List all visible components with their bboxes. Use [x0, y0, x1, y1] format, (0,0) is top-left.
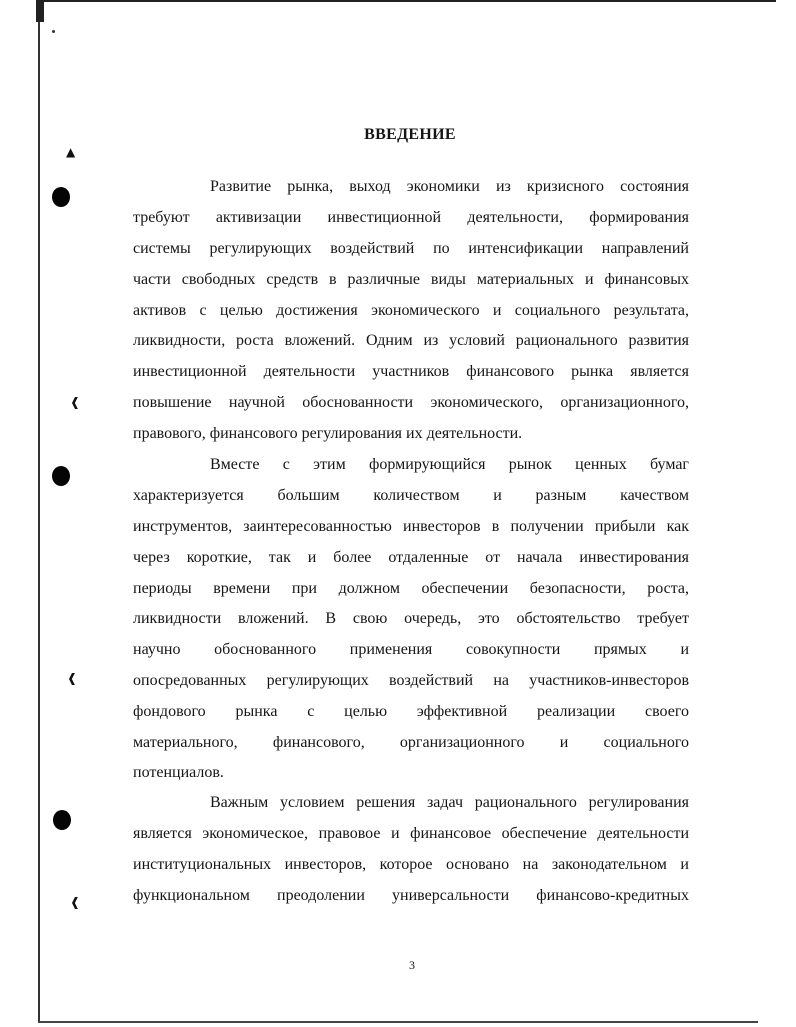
scan-arrow-mark-icon: ❰ [70, 395, 81, 409]
page-number: 3 [409, 958, 415, 972]
scan-speck [52, 30, 55, 33]
text-line: части свободных средств в различные виды материальных и финансовых [133, 271, 689, 288]
text-line: является экономическое, правовое и финансовое обеспечение деятельности [133, 825, 689, 842]
text-line: фондового рынка с целью эффективной реализации своего [133, 703, 689, 720]
binding-hole-icon [52, 187, 70, 207]
text-line: ликвидности вложений. В свою очередь, это обстоятельство требует [133, 610, 689, 627]
text-line: Вместе с этим формирующийся рынок ценных бумаг [210, 456, 689, 473]
text-line: инвестиционной деятельности участников финансового рынка является [133, 363, 689, 380]
text-line: активов с целью достижения экономического и социального результата, [133, 302, 689, 319]
scan-arrow-mark-icon: ❰ [70, 895, 81, 909]
text-line: опосредованных регулирующих воздействий на участников-инвесторов [133, 672, 689, 689]
text-line: функциональном преодолении универсальности финансово-кредитных [133, 887, 689, 904]
text-line: потенциалов. [133, 764, 224, 781]
scan-border-top [36, 0, 776, 2]
text-line: материального, финансового, организационного и социального [133, 734, 689, 751]
binding-hole-icon [52, 466, 70, 486]
text-line: Развитие рынка, выход экономики из кризисного состояния [210, 178, 689, 195]
binding-hole-icon [53, 810, 71, 830]
text-line: повышение научной обоснованности экономического, организационного, [133, 394, 689, 411]
scan-arrow-mark-icon: ❰ [67, 671, 78, 685]
text-line: Важным условием решения задач рационального регулирования [210, 794, 689, 811]
text-line: требуют активизации инвестиционной деятельности, формирования [133, 209, 689, 226]
text-line: характеризуется большим количеством и разным качеством [133, 487, 689, 504]
text-line: периоды времени при должном обеспечении безопасности, роста, [133, 580, 689, 597]
scan-border-bottom [38, 1021, 758, 1023]
scan-border-left [38, 0, 40, 1022]
text-line: через короткие, так и более отдаленные от начала инвестирования [133, 549, 689, 566]
page-title: ВВЕДЕНИЕ [364, 126, 456, 143]
text-line: научно обоснованного применения совокупности прямых и [133, 641, 689, 658]
text-line: институциональных инвесторов, которое основано на законодательном и [133, 856, 689, 873]
text-line: инструментов, заинтересованностью инвесторов в получении прибыли как [133, 518, 689, 535]
text-line: системы регулирующих воздействий по интенсификации направлений [133, 240, 689, 257]
text-line: правового, финансового регулирования их деятельности. [133, 425, 523, 442]
scan-corner-mark [36, 0, 44, 22]
text-line: ликвидности, роста вложений. Одним из условий рационального развития [133, 332, 689, 349]
triangle-mark-icon: ▲ [66, 145, 76, 159]
